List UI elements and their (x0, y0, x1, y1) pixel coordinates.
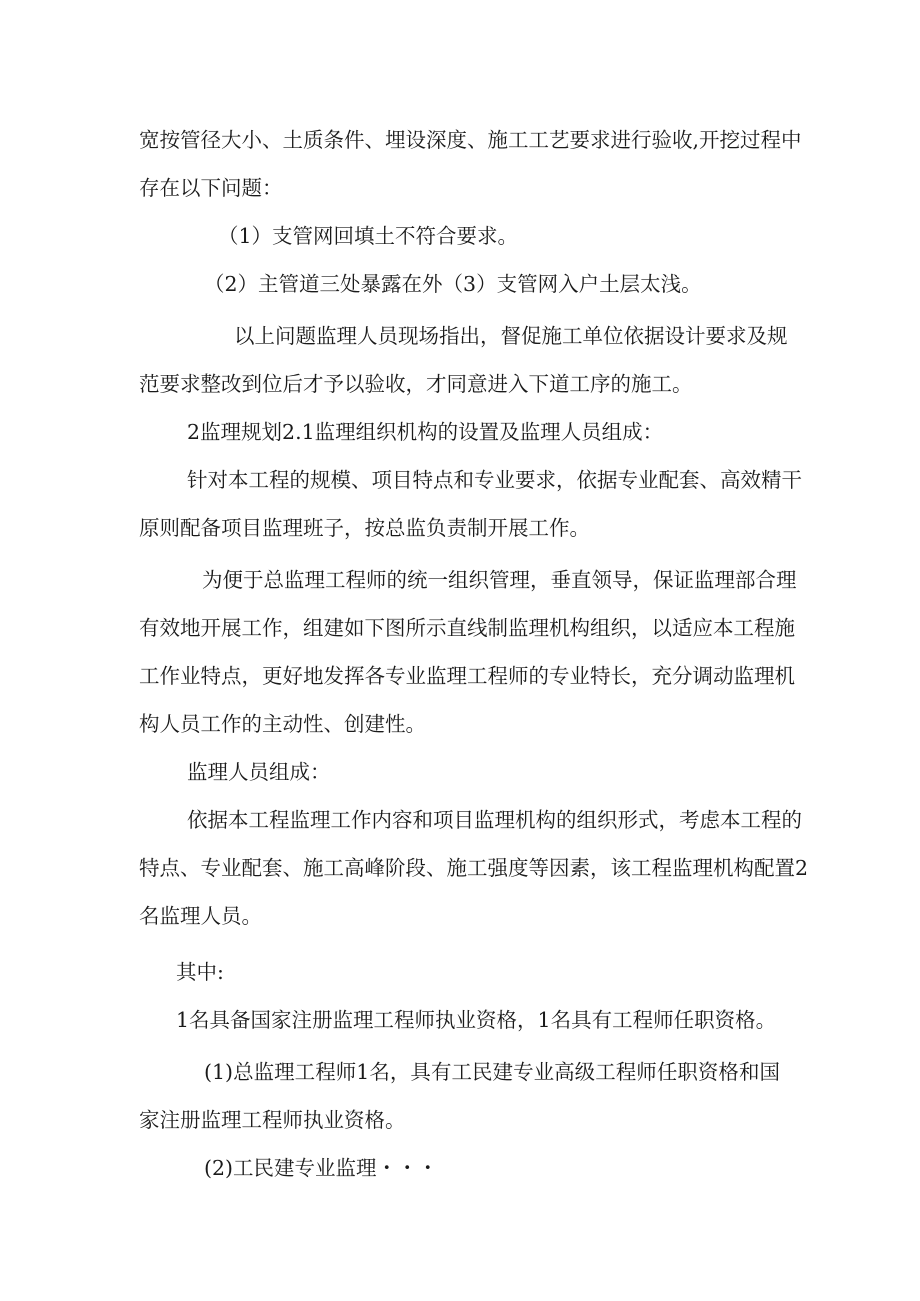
text-line: 依据本工程监理工作内容和项目监理机构的组织形式，考虑本工程的 (187, 808, 802, 832)
list-item: (2)工民建专业监理・・・ (204, 1156, 439, 1180)
list-item: (1)总监理工程师1名，具有工民建专业高级工程师任职资格和国 (204, 1060, 780, 1084)
text-line: 工作业特点，更好地发挥各专业监理工程师的专业特长，充分调动监理机 (139, 664, 795, 688)
text-line: 范要求整改到位后才予以验收，才同意进入下道工序的施工。 (139, 372, 693, 396)
text-line: 1名具备国家注册监理工程师执业资格，1名具有工程师任职资格。 (176, 1008, 777, 1032)
text-line: 名监理人员。 (139, 904, 262, 928)
text-line: 有效地开展工作，组建如下图所示直线制监理机构组织，以适应本工程施 (139, 616, 795, 640)
section-heading: 2监理规划2.1监理组织机构的设置及监理人员组成： (187, 420, 664, 444)
text-line: 存在以下问题： (139, 176, 283, 200)
text-line: 为便于总监理工程师的统一组织管理，垂直领导，保证监理部合理 (202, 568, 797, 592)
text-line: 针对本工程的规模、项目特点和专业要求，依据专业配套、高效精干 (187, 468, 802, 492)
text-line: 构人员工作的主动性、创建性。 (139, 712, 426, 736)
text-line: 宽按管径大小、土质条件、埋设深度、施工工艺要求进行验收,开挖过程中 (139, 128, 802, 152)
text-line: 特点、专业配套、施工高峰阶段、施工强度等因素，该工程监理机构配置2 (139, 856, 809, 880)
list-item: （2）主管道三处暴露在外（3）支管网入户土层太浅。 (204, 272, 702, 296)
text-line: 原则配备项目监理班子，按总监负责制开展工作。 (139, 516, 590, 540)
subheading: 监理人员组成： (187, 760, 331, 784)
list-item: （1）支管网回填土不符合要求。 (218, 224, 519, 248)
text-line: 其中: (176, 960, 224, 984)
text-line: 以上问题监理人员现场指出，督促施工单位依据设计要求及规 (234, 324, 788, 348)
text-line: 家注册监理工程师执业资格。 (139, 1108, 406, 1132)
